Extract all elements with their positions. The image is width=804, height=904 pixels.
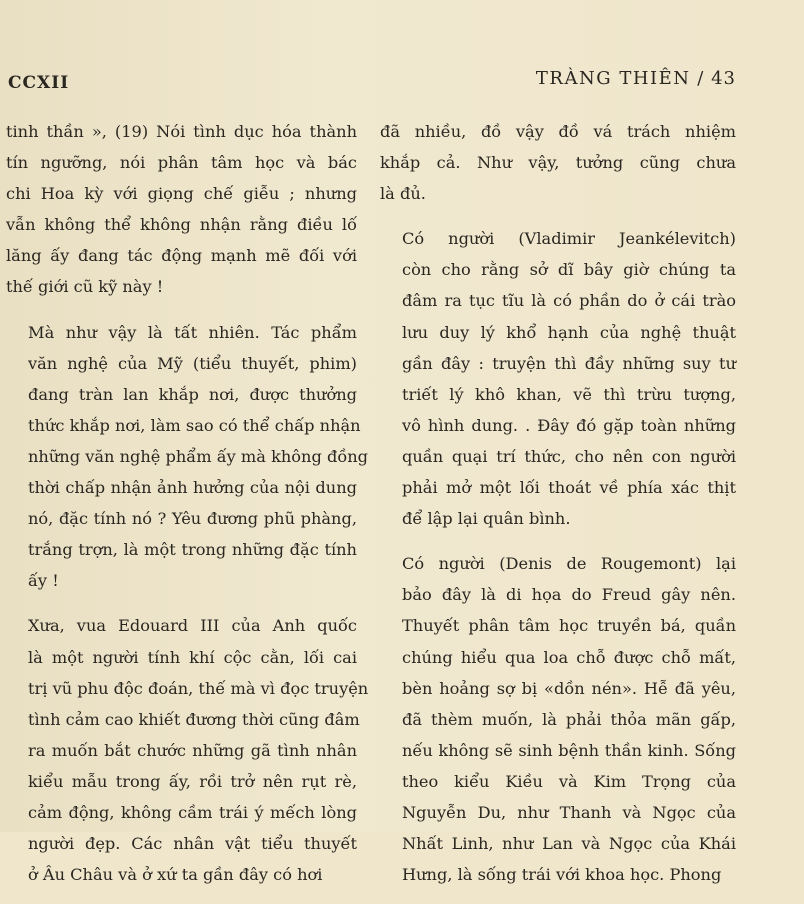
text-line: trị vũ phu độc đoán, thế mà vì đọc truyện	[28, 678, 369, 698]
journal-title: TRÀNG THIÊN	[535, 68, 691, 89]
text-line: Nhất Linh, như Lan và Ngọc của Khái	[402, 834, 736, 854]
text-line: Hưng, là sống trái với khoa học. Phong	[402, 865, 722, 885]
text-line: đang tràn lan khắp nơi, được thưởng	[28, 384, 357, 404]
text-line: tinh thần », (19) Nói tình dục hóa thành	[6, 122, 357, 141]
text-line: là một người tính khí cộc cằn, lối cai	[28, 647, 357, 667]
right-column	[380, 116, 736, 904]
text-line: chúng hiểu qua loa chỗ được chỗ mất,	[402, 647, 736, 667]
text-line: ấy !	[28, 571, 59, 591]
left-column	[6, 116, 369, 904]
text-line: lưu duy lý khổ hạnh của nghệ thuật	[402, 322, 736, 342]
paragraph	[380, 116, 736, 209]
text-line: theo kiểu Kiều và Kim Trọng của	[402, 771, 736, 791]
text-line: quần quại trí thức, cho nên con người	[402, 446, 736, 466]
text-line: thế giới cũ kỹ này !	[6, 277, 164, 297]
text-line: Có người (Vladimir Jeankélevitch)	[402, 229, 736, 249]
paragraph	[6, 317, 369, 597]
text-line: ở Âu Châu và ở xứ ta gần đây có hơi	[28, 865, 323, 885]
text-line: ra muốn bắt chước những gã tình nhân	[28, 740, 357, 760]
text-line: những văn nghệ phẩm ấy mà không đồng	[28, 446, 369, 466]
running-header	[536, 68, 736, 89]
paragraph	[6, 116, 357, 303]
text-line: Thuyết phân tâm học truyền bá, quần	[402, 616, 736, 636]
text-line: lăng ấy đang tác động mạnh mẽ đối với	[6, 246, 357, 266]
text-line: triết lý khô khan, vẽ thì trừu tượng,	[402, 384, 736, 404]
text-line: bảo đây là di họa do Freud gây nên.	[402, 585, 736, 605]
text-line: chi Hoa kỳ với giọng chế giễu ; nhưng	[6, 184, 357, 204]
text-line: người đẹp. Các nhân vật tiểu thuyết	[28, 834, 357, 854]
text-line: là đủ.	[380, 184, 426, 204]
text-line: đã thèm muốn, là phải thỏa mãn gấp,	[402, 709, 736, 729]
text-line: trắng trợn, là một trong những đặc tính	[28, 540, 357, 560]
text-line: nếu không sẽ sinh bệnh thần kinh. Sống	[402, 740, 736, 760]
text-line: đã nhiều, đồ vậy đồ vá trách nhiệm	[380, 122, 736, 141]
text-line: khắp cả. Như vậy, tưởng cũng chưa	[380, 153, 736, 173]
paragraph	[380, 223, 736, 534]
text-line: tình cảm cao khiết đương thời cũng đâm	[28, 709, 360, 729]
paragraph	[6, 610, 369, 890]
text-line: để lập lại quân bình.	[402, 509, 571, 529]
text-line: đâm ra tục tĩu là có phần do ở cái trào	[402, 291, 736, 311]
text-line: Nguyễn Du, như Thanh và Ngọc của	[402, 802, 736, 822]
text-line: văn nghệ của Mỹ (tiểu thuyết, phim)	[28, 353, 357, 373]
text-line: Có người (Denis de Rougemont) lại	[402, 554, 736, 574]
text-line: Mà như vậy là tất nhiên. Tác phẩm	[28, 322, 357, 342]
paragraph	[380, 548, 736, 890]
chapter-marker: CCXII	[8, 73, 70, 93]
text-line: kiểu mẫu trong ấy, rồi trở nên rụt rè,	[28, 771, 357, 791]
text-line: tín ngưỡng, nói phân tâm học và bác	[6, 153, 357, 173]
text-line: gần đây : truyện thì đầy những suy tư	[402, 353, 736, 373]
text-line: vẫn không thể không nhận rằng điều lố	[6, 215, 357, 235]
text-line: nó, đặc tính nó ? Yêu đương phũ phàng,	[28, 509, 357, 529]
text-line: thời chấp nhận ảnh hưởng của nội dung	[28, 478, 357, 498]
text-line: cảm động, không cầm trái ý mếch lòng	[28, 802, 357, 822]
text-line: Xưa, vua Edouard III của Anh quốc	[28, 616, 357, 636]
text-line: phải mở một lối thoát về phía xác thịt	[402, 478, 736, 498]
page-number: 43	[711, 68, 736, 89]
text-line: còn cho rằng sở dĩ bây giờ chúng ta	[402, 260, 736, 280]
text-line: vô hình dung. . Đây đó gặp toàn những	[402, 415, 736, 435]
header-separator: /	[697, 68, 705, 89]
text-line: thức khắp nơi, làm sao có thể chấp nhận	[28, 415, 361, 435]
text-line: bèn hoảng sợ bị «dồn nén». Hễ đã yêu,	[402, 678, 736, 698]
